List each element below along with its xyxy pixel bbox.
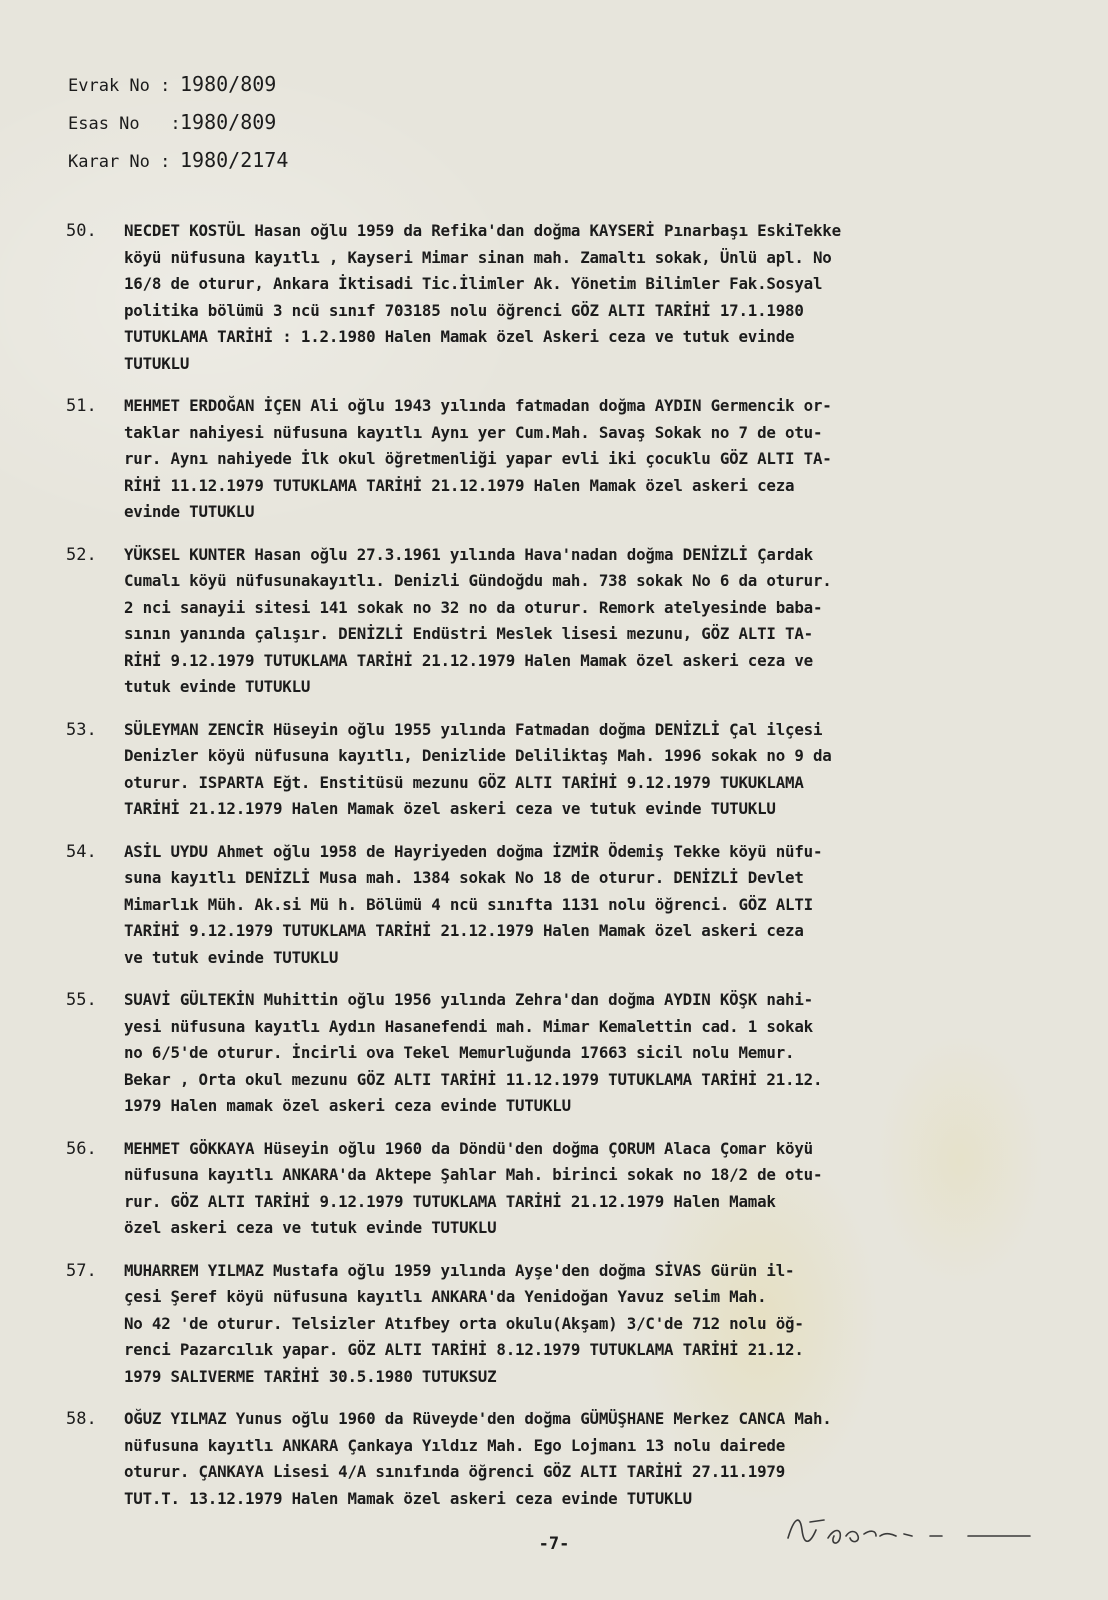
entry-line: MEHMET GÖKKAYA Hüseyin oğlu 1960 da Döndü'den doğma ÇORUM Alaca Çomar köyü [124, 1138, 813, 1158]
entry-line: RİHİ 9.12.1979 TUTUKLAMA TARİHİ 21.12.1979 Halen Mamak özel askeri ceza ve [124, 650, 813, 670]
entry-line: Mimarlık Müh. Ak.si Mü h. Bölümü 4 ncü sınıfta 1131 nolu öğrenci. GÖZ ALTI [124, 894, 813, 914]
entry-line: TARİHİ 9.12.1979 TUTUKLAMA TARİHİ 21.12.1979 Halen Mamak özel askeri ceza [124, 921, 804, 940]
entry-line: yesi nüfusuna kayıtlı Aydın Hasanefendi mah. Mimar Kemalettin cad. 1 sokak [124, 1016, 813, 1036]
entry-line: MEHMET ERDOĞAN İÇEN Ali oğlu 1943 yılında fatmadan doğma AYDIN Germencik or- [124, 396, 832, 415]
entry-line: Cumalı köyü nüfusunakayıtlı. Denizli Gündoğdu mah. 738 sokak No 6 da oturur. [124, 571, 832, 590]
entry-line: oturur. ÇANKAYA Lisesi 4/A sınıfında öğrenci GÖZ ALTI TARİHİ 27.11.1979 [124, 1462, 786, 1481]
esas-no-label: Esas No : [68, 114, 181, 134]
page-number: -7- [538, 1534, 570, 1554]
entry-line: SÜLEYMAN ZENCİR Hüseyin oğlu 1955 yılında Fatmadan doğma DENİZLİ Çal ilçesi [124, 719, 823, 739]
evrak-no-value: 1980/809 [180, 72, 277, 96]
entry-line: SUAVİ GÜLTEKİN Muhittin oğlu 1956 yılında Zehra'dan doğma AYDIN KÖŞK nahi- [124, 990, 813, 1009]
entry-number: 55. [66, 990, 97, 1010]
entry-text [124, 987, 1046, 1120]
entry-line: No 42 'de oturur. Telsizler Atıfbey orta okulu(Akşam) 3/C'de 712 nolu öğ- [124, 1313, 804, 1333]
entry-number: 52. [66, 544, 97, 565]
karar-no-line [68, 148, 288, 186]
entry-number: 53. [66, 719, 97, 740]
entry-line: MUHARREM YILMAZ Mustafa oğlu 1959 yılında Ayşe'den doğma SİVAS Gürün il- [124, 1260, 795, 1280]
entry-line: tutuk evinde TUTUKLU [124, 677, 311, 696]
entry-item [66, 987, 1046, 1120]
entry-item [66, 218, 1046, 377]
entry-list [66, 218, 1046, 1528]
entry-line: TUTUKLU [124, 353, 190, 373]
entry-text [124, 1258, 1046, 1391]
entry-text [124, 839, 1046, 972]
entry-item [66, 839, 1046, 972]
esas-no-line [68, 110, 288, 148]
entry-number: 57. [66, 1260, 97, 1281]
entry-text [124, 1136, 1046, 1242]
entry-line: taklar nahiyesi nüfusuna kayıtlı Aynı yer Cum.Mah. Savaş Sokak no 7 de otu- [124, 422, 823, 442]
entry-number: 51. [66, 396, 97, 416]
entry-text [124, 218, 1046, 377]
entry-line: Denizler köyü nüfusuna kayıtlı, Denizlide Deliliktaş Mah. 1996 sokak no 9 da [124, 746, 832, 765]
entry-line: köyü nüfusuna kayıtlı , Kayseri Mimar sinan mah. Zamaltı sokak, Ünlü apl. No [124, 247, 832, 267]
entry-line: 1979 SALIVERME TARİHİ 30.5.1980 TUTUKSUZ [124, 1366, 497, 1386]
entry-line: TUTUKLAMA TARİHİ : 1.2.1980 Halen Mamak özel Askeri ceza ve tutuk evinde [124, 327, 795, 346]
entry-line: TUT.T. 13.12.1979 Halen Mamak özel askeri ceza evinde TUTUKLU [124, 1488, 692, 1508]
entry-line: 16/8 de oturur, Ankara İktisadi Tic.İlimler Ak. Yönetim Bilimler Fak.Sosyal [124, 274, 823, 293]
entry-line: politika bölümü 3 ncü sınıf 703185 nolu öğrenci GÖZ ALTI TARİHİ 17.1.1980 [124, 300, 804, 320]
entry-line: çesi Şeref köyü nüfusuna kayıtlı ANKARA'da Yenidoğan Yavuz selim Mah. [124, 1287, 767, 1306]
evrak-no-label: Evrak No : [68, 76, 171, 96]
entry-line: nüfusuna kayıtlı ANKARA Çankaya Yıldız Mah. Ego Lojmanı 13 nolu dairede [124, 1435, 786, 1455]
entry-line: rur. Aynı nahiyede İlk okul öğretmenliği yapar evli iki çocuklu GÖZ ALTI TA- [124, 449, 832, 468]
signature-mark [780, 1500, 1040, 1560]
entry-line: TARİHİ 21.12.1979 Halen Mamak özel askeri ceza ve tutuk evinde TUTUKLU [124, 799, 776, 818]
entry-line: 2 nci sanayii sitesi 141 sokak no 32 no da oturur. Remork atelyesinde baba- [124, 597, 823, 617]
entry-item [66, 1258, 1046, 1391]
entry-line: YÜKSEL KUNTER Hasan oğlu 27.3.1961 yılında Hava'nadan doğma DENİZLİ Çardak [124, 544, 813, 564]
entry-line: ve tutuk evinde TUTUKLU [124, 947, 339, 967]
entry-line: oturur. ISPARTA Eğt. Enstitüsü mezunu GÖZ ALTI TARİHİ 9.12.1979 TUKUKLAMA [124, 772, 804, 792]
entry-item [66, 1136, 1046, 1242]
evrak-no-line [68, 72, 288, 110]
entry-line: no 6/5'de oturur. İncirli ova Tekel Memurluğunda 17663 sicil nolu Memur. [124, 1043, 795, 1062]
entry-line: suna kayıtlı DENİZLİ Musa mah. 1384 sokak No 18 de oturur. DENİZLİ Devlet [124, 868, 804, 887]
esas-no-value: 1980/809 [180, 110, 277, 134]
entry-line: rur. GÖZ ALTI TARİHİ 9.12.1979 TUTUKLAMA TARİHİ 21.12.1979 Halen Mamak [124, 1191, 776, 1211]
entry-text [124, 542, 1046, 701]
entry-item [66, 542, 1046, 701]
entry-text [124, 717, 1046, 823]
entry-line: nüfusuna kayıtlı ANKARA'da Aktepe Şahlar Mah. birinci sokak no 18/2 de otu- [124, 1165, 823, 1184]
entry-item [66, 717, 1046, 823]
entry-line: sının yanında çalışır. DENİZLİ Endüstri Meslek lisesi mezunu, GÖZ ALTI TA- [124, 624, 813, 643]
entry-line: OĞUZ YILMAZ Yunus oğlu 1960 da Rüveyde'den doğma GÜMÜŞHANE Merkez CANCA Mah. [124, 1409, 832, 1428]
entry-number: 58. [66, 1409, 97, 1429]
entry-line: evinde TUTUKLU [124, 502, 255, 521]
entry-line: NECDET KOSTÜL Hasan oğlu 1959 da Refika'dan doğma KAYSERİ Pınarbaşı EskiTekke [124, 221, 841, 240]
entry-line: Bekar , Orta okul mezunu GÖZ ALTI TARİHİ 11.12.1979 TUTUKLAMA TARİHİ 21.12. [124, 1069, 823, 1089]
entry-item [66, 1406, 1046, 1512]
case-header [68, 72, 288, 186]
entry-text [124, 1406, 1046, 1512]
entry-item [66, 393, 1046, 526]
entry-text [124, 393, 1046, 526]
entry-number: 50. [66, 221, 97, 241]
entry-line: 1979 Halen mamak özel askeri ceza evinde TUTUKLU [124, 1096, 571, 1115]
entry-line: özel askeri ceza ve tutuk evinde TUTUKLU [124, 1218, 497, 1237]
karar-no-value: 1980/2174 [180, 148, 289, 172]
entry-line: renci Pazarcılık yapar. GÖZ ALTI TARİHİ 8.12.1979 TUTUKLAMA TARİHİ 21.12. [124, 1340, 804, 1359]
entry-number: 54. [66, 841, 97, 862]
entry-line: RİHİ 11.12.1979 TUTUKLAMA TARİHİ 21.12.1979 Halen Mamak özel askeri ceza [124, 475, 795, 495]
entry-number: 56. [66, 1138, 97, 1159]
entry-line: ASİL UYDU Ahmet oğlu 1958 de Hayriyeden doğma İZMİR Ödemiş Tekke köyü nüfu- [124, 841, 823, 861]
karar-no-label: Karar No : [68, 152, 171, 172]
